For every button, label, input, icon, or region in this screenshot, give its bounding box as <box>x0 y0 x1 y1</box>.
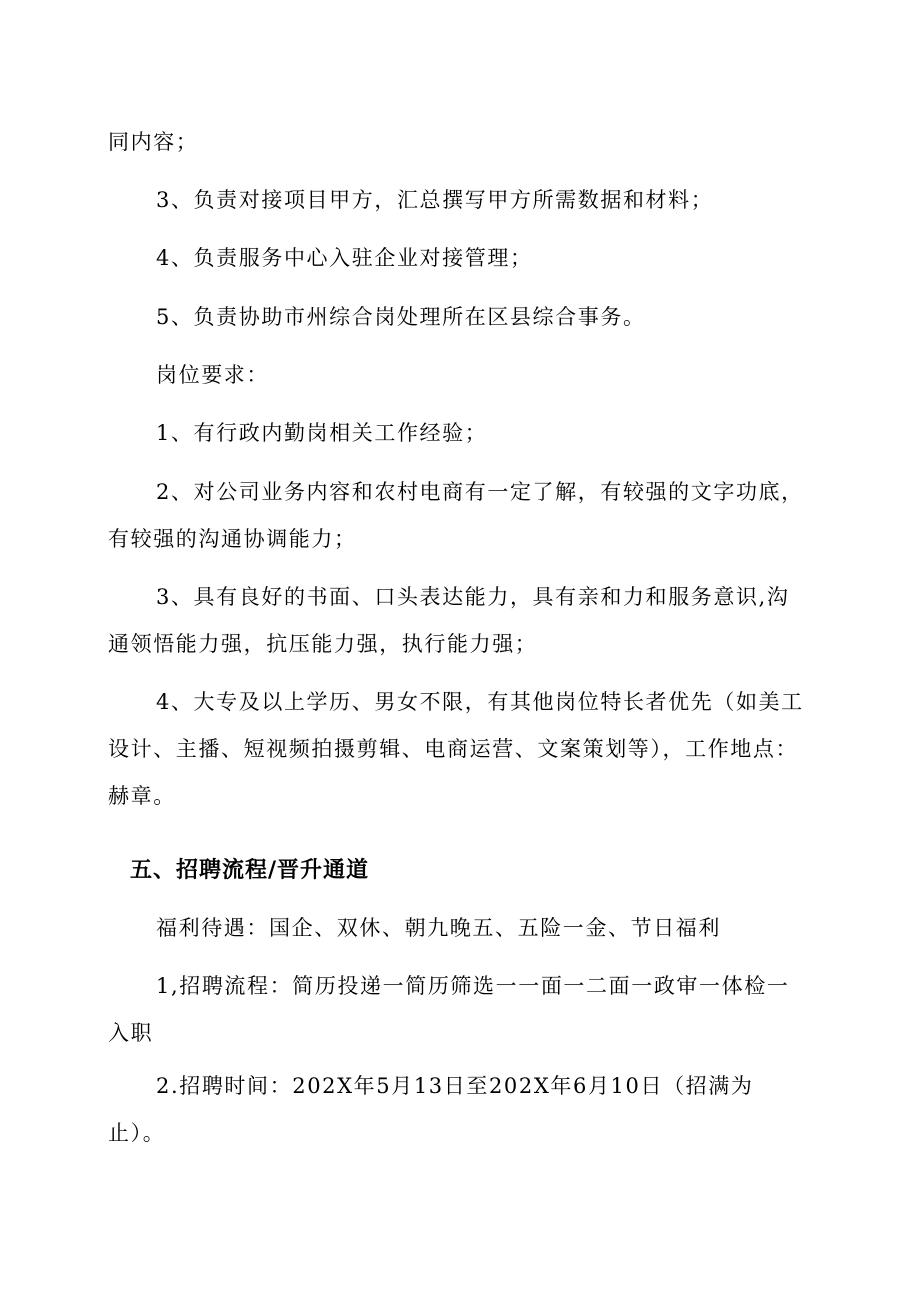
paragraph-requirement-3: 3、具有良好的书面、口头表达能力，具有亲和力和服务意识,沟通领悟能力强，抗压能力强，执行能力强； <box>108 585 790 656</box>
paragraph-requirement-1: 1、有行政内勤岗相关工作经验； <box>156 421 488 445</box>
paragraph-requirements-title: 岗位要求： <box>156 363 269 387</box>
section-heading-recruitment-process: 五、招聘流程/晋升通道 <box>130 858 370 883</box>
paragraph-continued-content: 同内容； <box>108 130 199 154</box>
paragraph-requirement-4: 4、大专及以上学历、男女不限，有其他岗位特长者优先（如美工设计、主播、短视频拍摄剪辑、电商运营、文案策划等），工作地点：赫章。 <box>108 690 804 808</box>
paragraph-requirement-2: 2、对公司业务内容和农村电商有一定了解，有较强的文字功底，有较强的沟通协调能力； <box>108 480 804 551</box>
paragraph-duty-4: 4、负责服务中心入驻企业对接管理； <box>156 246 533 270</box>
paragraph-benefits: 福利待遇：国企、双休、朝九晚五、五险一金、节日福利 <box>156 916 721 940</box>
paragraph-duty-3: 3、负责对接项目甲方，汇总撰写甲方所需数据和材料； <box>156 188 714 212</box>
paragraph-recruitment-process: 1,招聘流程：简历投递一简历筛选一一面一二面一政审一体检一入职 <box>108 974 790 1045</box>
paragraph-recruitment-time: 2.招聘时间：202X年5月13日至202X年6月10日（招满为止）。 <box>108 1074 754 1145</box>
paragraph-duty-5: 5、负责协助市州综合岗处理所在区县综合事务。 <box>156 305 646 329</box>
